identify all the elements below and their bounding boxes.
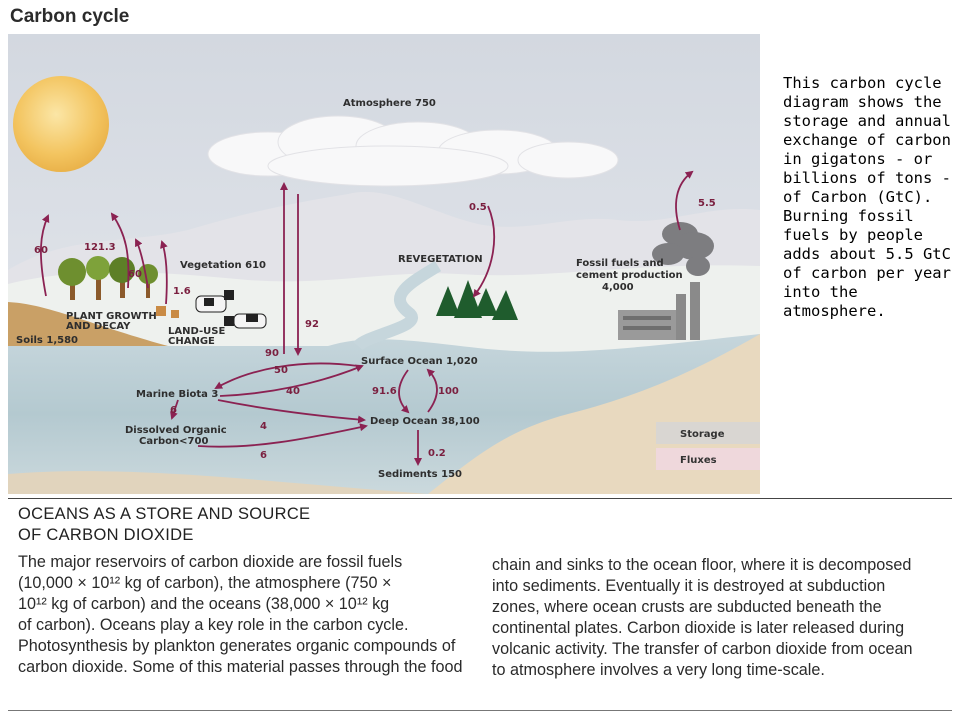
section-divider [8,498,952,499]
col2-line: continental plates. Carbon dioxide is later released during [492,619,905,637]
flux-surf-to-deep: 91.6 [372,386,397,397]
col1-line: (10,000 × 10¹² kg of carbon), the atmosphere (750 × [18,574,392,592]
legend-fluxes: Fluxes [680,455,717,466]
process-landuse-line1: LAND-USE [168,326,226,337]
flux-surf-to-biota: 50 [274,365,288,376]
store-deep-ocean: Deep Ocean 38,100 [370,416,480,427]
flux-plant-growth: 121.3 [84,242,116,253]
col2-line: into sediments. Eventually it is destroyed at subduction [492,577,886,595]
flux-landuse: 1.6 [173,286,191,297]
col1-line: 10¹² kg of carbon) and the oceans (38,000 × 10¹² kg [18,595,390,613]
store-atmosphere: Atmosphere 750 [343,98,436,109]
flux-soil-resp: 60 [34,245,48,256]
bottom-rule [8,710,952,711]
flux-biota-to-surf: 40 [286,386,300,397]
store-marine-biota: Marine Biota 3 [136,389,219,400]
col2-line: chain and sinks to the ocean floor, where it is decomposed [492,556,912,574]
store-surface-ocean: Surface Ocean 1,020 [361,356,478,367]
col1-line: of carbon). Oceans play a key role in the carbon cycle. [18,616,409,634]
ocean-heading-line1: OCEANS AS A STORE AND SOURCE [18,505,311,523]
store-sediments: Sediments 150 [378,469,462,480]
store-fossil-line2: cement production [576,270,683,281]
col2-line: volcanic activity. The transfer of carbon dioxide from ocean [492,640,913,658]
sun [13,76,109,172]
flux-deep-to-surf: 100 [438,386,459,397]
process-landuse-line2: CHANGE [168,336,215,347]
process-plant-line1: PLANT GROWTH [66,311,157,322]
flux-deep-to-sed: 0.2 [428,448,446,459]
col2-line: to atmosphere involves a very long time-scale. [492,661,825,679]
process-revegetation: REVEGETATION [398,254,483,265]
col1-line: carbon dioxide. Some of this material passes through the food [18,658,463,676]
flux-biota-to-doc: 6 [170,405,177,416]
ocean-heading-line2: OF CARBON DIOXIDE [18,526,194,544]
carbon-cycle-diagram [8,34,760,494]
col1-line: The major reservoirs of carbon dioxide are fossil fuels [18,553,403,571]
ocean-section-heading [18,504,310,546]
flux-biota-to-deep: 4 [260,421,267,432]
ocean-text-column-1 [18,552,480,678]
diagram-caption: This carbon cycle diagram shows the storage and annual exchange of carbon in gigatons - or billions of tons - of Carbon (GtC). Burning fossil fuels by people adds about 5.5 GtC of carbon per year into the atmosphere. [783,74,951,320]
legend-storage: Storage [680,429,725,440]
store-fossil-line1: Fossil fuels and [576,258,664,269]
flux-atm-to-ocean: 92 [305,319,319,330]
diagram-title: Carbon cycle [10,6,130,27]
flux-reveg: 0.5 [469,202,487,213]
store-vegetation: Vegetation 610 [180,260,266,271]
col1-line: Photosynthesis by plankton generates organic compounds of [18,637,456,655]
col2-line: zones, where ocean crusts are subducted beneath the [492,598,882,616]
process-plant-line2: AND DECAY [66,321,131,332]
flux-fossil: 5.5 [698,198,716,209]
store-fossil-line3: 4,000 [602,282,634,293]
store-doc-line2: Carbon<700 [139,436,209,447]
flux-ocean-to-atm: 90 [265,348,279,359]
store-soils: Soils 1,580 [16,335,78,346]
store-doc-line1: Dissolved Organic [125,425,227,436]
flux-doc-to-deep: 6 [260,450,267,461]
ocean-text-column-2 [492,555,937,681]
flux-veg-resp: 60 [128,269,142,280]
